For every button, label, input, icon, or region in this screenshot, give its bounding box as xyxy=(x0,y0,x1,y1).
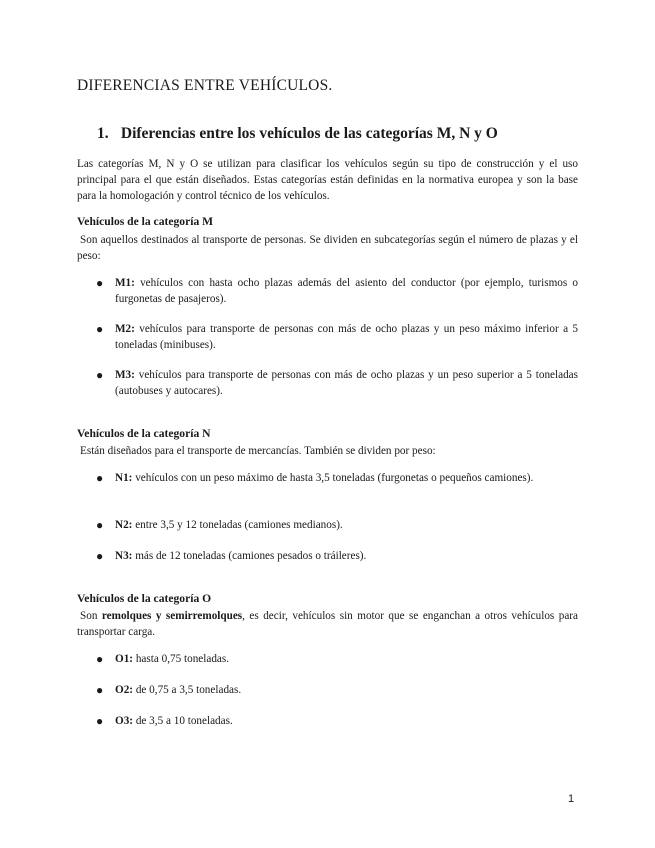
bullet-icon: ● xyxy=(96,683,104,697)
category-o-description-post: , es decir, vehículos sin motor que se enganchan a otros vehículos para transportar carga. xyxy=(77,610,578,638)
document-title: DIFERENCIAS ENTRE VEHÍCULOS. xyxy=(77,77,333,94)
list-item-text xyxy=(115,548,578,564)
bullet-icon: ● xyxy=(96,471,104,485)
list-item-text xyxy=(115,321,578,353)
section-heading-text: Diferencias entre los vehículos de las categorías M, N y O xyxy=(120,125,498,142)
list-item-label: M3: xyxy=(115,369,135,381)
bullet-icon: ● xyxy=(96,652,104,666)
list-item-text xyxy=(115,470,578,486)
category-o-description-pre: Son xyxy=(80,610,102,622)
list-item-body: vehículos con un peso máximo de hasta 3,5 toneladas (furgonetas o pequeños camiones). xyxy=(132,472,534,484)
section-heading xyxy=(97,125,498,143)
list-item-label: N1: xyxy=(115,472,133,484)
category-m-description: Son aquellos destinados al transporte de personas. Se dividen en subcategorías según el número de plazas y el peso: xyxy=(77,234,578,262)
bullet-icon: ● xyxy=(96,518,104,532)
list-item-label: O2: xyxy=(115,684,134,696)
list-item-text xyxy=(115,517,578,533)
section-number: 1. xyxy=(97,125,109,142)
list-item-label: O1: xyxy=(115,653,134,665)
list-item-body: más de 12 toneladas (camiones pesados o tráileres). xyxy=(132,550,367,562)
bullet-icon: ● xyxy=(96,368,104,382)
list-item-label: M2: xyxy=(115,323,135,335)
list-item-body: de 0,75 a 3,5 toneladas. xyxy=(133,684,242,696)
list-item-body: de 3,5 a 10 toneladas. xyxy=(133,715,233,727)
category-o-description-bold: remolques y semirremolques xyxy=(101,610,243,622)
list-item-label: M1: xyxy=(115,277,135,289)
category-o-description xyxy=(77,608,578,640)
category-n-description: Están diseñados para el transporte de mercancías. También se dividen por peso: xyxy=(80,445,436,457)
list-item-label: N3: xyxy=(115,550,133,562)
list-item-text xyxy=(115,275,578,307)
category-m-heading: Vehículos de la categoría M xyxy=(77,215,214,228)
bullet-icon: ● xyxy=(96,322,104,336)
category-o-heading: Vehículos de la categoría O xyxy=(77,592,212,605)
list-item-text xyxy=(115,682,578,698)
intro-paragraph: Las categorías M, N y O se utilizan para clasificar los vehículos según su tipo de construcción y el uso principal para el que están diseñados. Estas categorías están definidas en la normativa europea y son la base para la homologación y control técnico de los vehículos. xyxy=(77,158,578,202)
list-item-body: entre 3,5 y 12 toneladas (camiones medianos). xyxy=(132,519,343,531)
bullet-icon: ● xyxy=(96,276,104,290)
page-number: 1 xyxy=(568,793,575,805)
bullet-icon: ● xyxy=(96,549,104,563)
list-item-body: vehículos para transporte de personas con más de ocho plazas y un peso máximo inferior a 5 toneladas (minibuses). xyxy=(115,323,578,351)
list-item-text xyxy=(115,713,578,729)
list-item-text xyxy=(115,651,578,667)
list-item-body: vehículos con hasta ocho plazas además del asiento del conductor (por ejemplo, turismos o furgonetas de pasajeros). xyxy=(115,277,578,305)
list-item-body: hasta 0,75 toneladas. xyxy=(133,653,230,665)
list-item-text xyxy=(115,367,578,399)
list-item-label: N2: xyxy=(115,519,133,531)
list-item-body: vehículos para transporte de personas con más de ocho plazas y un peso superior a 5 toneladas (autobuses y autocares). xyxy=(115,369,578,397)
bullet-icon: ● xyxy=(96,714,104,728)
list-item-label: O3: xyxy=(115,715,134,727)
category-n-heading: Vehículos de la categoría N xyxy=(77,427,211,440)
